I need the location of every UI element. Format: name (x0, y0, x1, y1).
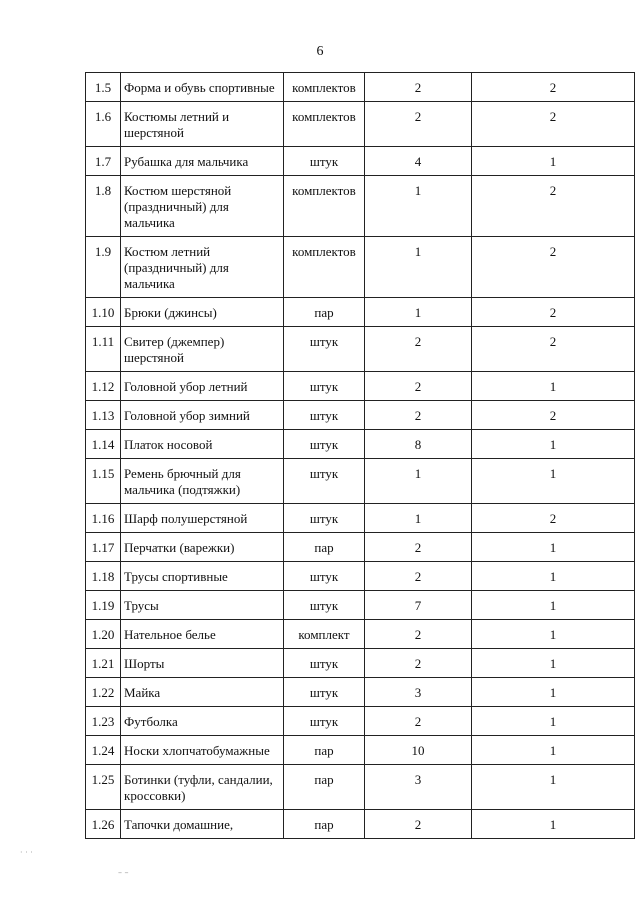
item-quantity: 2 (365, 327, 472, 372)
table-row (86, 327, 635, 372)
table-row (86, 176, 635, 237)
item-number: 1.13 (86, 401, 121, 430)
table-row (86, 459, 635, 504)
scan-artifact: · · · (20, 848, 33, 857)
item-quantity: 2 (365, 707, 472, 736)
table-body (86, 73, 635, 839)
page-number: 6 (316, 44, 324, 59)
item-quantity: 1 (365, 504, 472, 533)
table-row (86, 649, 635, 678)
table-row (86, 372, 635, 401)
item-unit: штук (284, 372, 365, 401)
item-period: 1 (472, 810, 635, 839)
item-number: 1.23 (86, 707, 121, 736)
item-number: 1.15 (86, 459, 121, 504)
item-period: 1 (472, 430, 635, 459)
item-period: 2 (472, 327, 635, 372)
item-unit: комплектов (284, 237, 365, 298)
item-name: Костюм летний (праздничный) для мальчика (121, 237, 284, 298)
item-number: 1.10 (86, 298, 121, 327)
item-quantity: 2 (365, 649, 472, 678)
item-name: Майка (121, 678, 284, 707)
table-row (86, 102, 635, 147)
table-row (86, 562, 635, 591)
item-number: 1.21 (86, 649, 121, 678)
item-quantity: 2 (365, 102, 472, 147)
item-name: Шорты (121, 649, 284, 678)
item-number: 1.18 (86, 562, 121, 591)
item-name: Платок носовой (121, 430, 284, 459)
item-quantity: 2 (365, 372, 472, 401)
table-row (86, 707, 635, 736)
item-quantity: 4 (365, 147, 472, 176)
item-number: 1.22 (86, 678, 121, 707)
table-row (86, 401, 635, 430)
item-number: 1.11 (86, 327, 121, 372)
item-period: 2 (472, 73, 635, 102)
item-quantity: 3 (365, 765, 472, 810)
table-row (86, 504, 635, 533)
item-unit: пар (284, 533, 365, 562)
item-unit: штук (284, 562, 365, 591)
table-row (86, 237, 635, 298)
item-unit: штук (284, 707, 365, 736)
item-unit: штук (284, 678, 365, 707)
item-number: 1.16 (86, 504, 121, 533)
item-unit: штук (284, 649, 365, 678)
table-row (86, 810, 635, 839)
item-name: Головной убор зимний (121, 401, 284, 430)
item-number: 1.24 (86, 736, 121, 765)
item-quantity: 8 (365, 430, 472, 459)
item-name: Рубашка для мальчика (121, 147, 284, 176)
item-quantity: 7 (365, 591, 472, 620)
item-period: 1 (472, 147, 635, 176)
table-row (86, 678, 635, 707)
item-number: 1.25 (86, 765, 121, 810)
item-number: 1.12 (86, 372, 121, 401)
item-unit: пар (284, 736, 365, 765)
item-unit: комплектов (284, 102, 365, 147)
item-name: Перчатки (варежки) (121, 533, 284, 562)
table-row (86, 147, 635, 176)
table-row (86, 591, 635, 620)
item-unit: штук (284, 504, 365, 533)
item-period: 2 (472, 298, 635, 327)
item-quantity: 2 (365, 73, 472, 102)
item-period: 1 (472, 736, 635, 765)
item-name: Нательное белье (121, 620, 284, 649)
item-quantity: 1 (365, 459, 472, 504)
item-number: 1.14 (86, 430, 121, 459)
item-name: Свитер (джемпер) шерстяной (121, 327, 284, 372)
item-number: 1.5 (86, 73, 121, 102)
item-name: Трусы (121, 591, 284, 620)
item-unit: пар (284, 298, 365, 327)
item-number: 1.19 (86, 591, 121, 620)
item-number: 1.17 (86, 533, 121, 562)
item-period: 1 (472, 678, 635, 707)
item-number: 1.20 (86, 620, 121, 649)
item-name: Костюм шерстяной (праздничный) для мальчика (121, 176, 284, 237)
item-period: 1 (472, 620, 635, 649)
item-period: 2 (472, 504, 635, 533)
item-number: 1.26 (86, 810, 121, 839)
table-row (86, 533, 635, 562)
item-quantity: 2 (365, 562, 472, 591)
item-name: Трусы спортивные (121, 562, 284, 591)
item-unit: штук (284, 591, 365, 620)
item-unit: комплект (284, 620, 365, 649)
table-row (86, 430, 635, 459)
item-name: Головной убор летний (121, 372, 284, 401)
item-name: Носки хлопчатобумажные (121, 736, 284, 765)
item-quantity: 3 (365, 678, 472, 707)
item-unit: штук (284, 327, 365, 372)
item-quantity: 2 (365, 401, 472, 430)
table-row (86, 736, 635, 765)
scan-artifact: – – (118, 868, 129, 877)
item-name: Ремень брючный для мальчика (подтяжки) (121, 459, 284, 504)
item-unit: пар (284, 810, 365, 839)
item-number: 1.9 (86, 237, 121, 298)
table-row (86, 298, 635, 327)
item-period: 1 (472, 591, 635, 620)
item-period: 1 (472, 649, 635, 678)
item-quantity: 2 (365, 533, 472, 562)
item-name: Шарф полушерстяной (121, 504, 284, 533)
item-period: 1 (472, 562, 635, 591)
item-period: 1 (472, 372, 635, 401)
items-table (85, 72, 635, 839)
item-quantity: 2 (365, 620, 472, 649)
item-unit: штук (284, 401, 365, 430)
item-name: Брюки (джинсы) (121, 298, 284, 327)
item-quantity: 1 (365, 298, 472, 327)
table-row (86, 73, 635, 102)
item-period: 1 (472, 459, 635, 504)
item-period: 1 (472, 707, 635, 736)
item-unit: штук (284, 430, 365, 459)
item-name: Тапочки домашние, (121, 810, 284, 839)
item-number: 1.6 (86, 102, 121, 147)
item-name: Костюмы летний и шерстяной (121, 102, 284, 147)
item-period: 2 (472, 237, 635, 298)
item-quantity: 2 (365, 810, 472, 839)
item-number: 1.7 (86, 147, 121, 176)
item-unit: штук (284, 459, 365, 504)
item-period: 2 (472, 102, 635, 147)
table-row (86, 765, 635, 810)
item-period: 1 (472, 765, 635, 810)
item-number: 1.8 (86, 176, 121, 237)
item-unit: комплектов (284, 73, 365, 102)
item-period: 2 (472, 176, 635, 237)
item-unit: штук (284, 147, 365, 176)
item-quantity: 1 (365, 176, 472, 237)
item-quantity: 10 (365, 736, 472, 765)
item-unit: пар (284, 765, 365, 810)
item-period: 1 (472, 533, 635, 562)
item-quantity: 1 (365, 237, 472, 298)
item-period: 2 (472, 401, 635, 430)
item-name: Ботинки (туфли, сандалии, кроссовки) (121, 765, 284, 810)
item-name: Футболка (121, 707, 284, 736)
item-name: Форма и обувь спортивные (121, 73, 284, 102)
item-unit: комплектов (284, 176, 365, 237)
table-row (86, 620, 635, 649)
